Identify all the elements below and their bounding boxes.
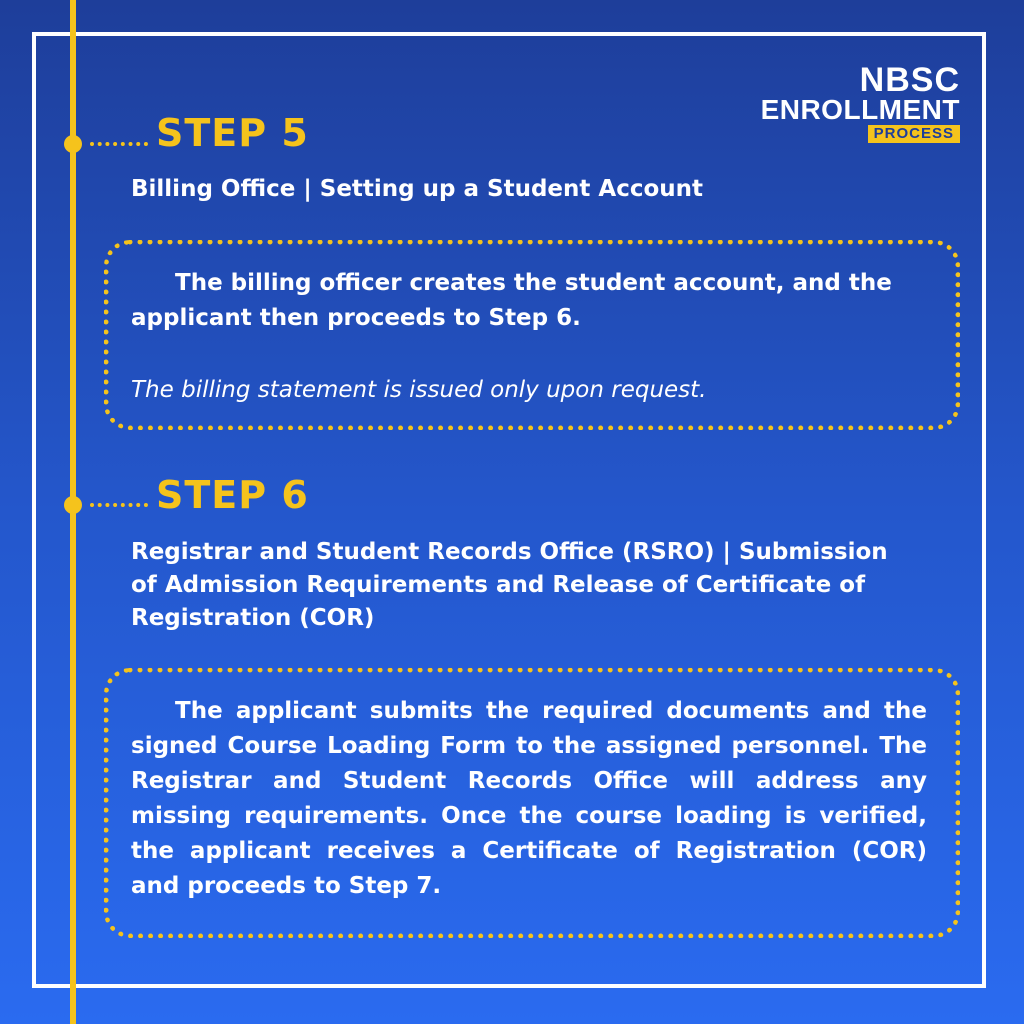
step-5-note: The billing statement is issued only upon request.	[131, 377, 707, 403]
step-5-body: The billing officer creates the student account, and the applicant then proceeds to Step 6.	[131, 270, 892, 331]
timeline-node-step-6	[64, 496, 82, 514]
logo-line-enrollment: ENROLLMENT	[760, 94, 960, 125]
nbsc-enrollment-logo	[760, 61, 960, 143]
timeline-connector-step-5	[90, 142, 148, 146]
logo-badge-process: PROCESS	[868, 125, 960, 143]
timeline-connector-step-6	[90, 503, 148, 507]
step-5-subtitle: Billing Office | Setting up a Student Account	[131, 176, 704, 202]
step-6-body: The applicant submits the required documents and the signed Course Loading Form to the assigned personnel. The Registrar and Student Records Office will address any missing requirements. Once the course loading is verified, the applicant receives a Certificate of Registration (COR) and proceeds to Step 7.	[131, 698, 927, 899]
step-6-subtitle: Registrar and Student Records Office (RSRO) | Submission of Admission Requirements and Release of Certificate of Registration (COR)	[131, 539, 888, 631]
step-5-title: STEP 5	[156, 111, 309, 155]
timeline-node-step-5	[64, 135, 82, 153]
step-6-title: STEP 6	[156, 473, 309, 517]
logo-line-nbsc: NBSC	[859, 61, 960, 99]
